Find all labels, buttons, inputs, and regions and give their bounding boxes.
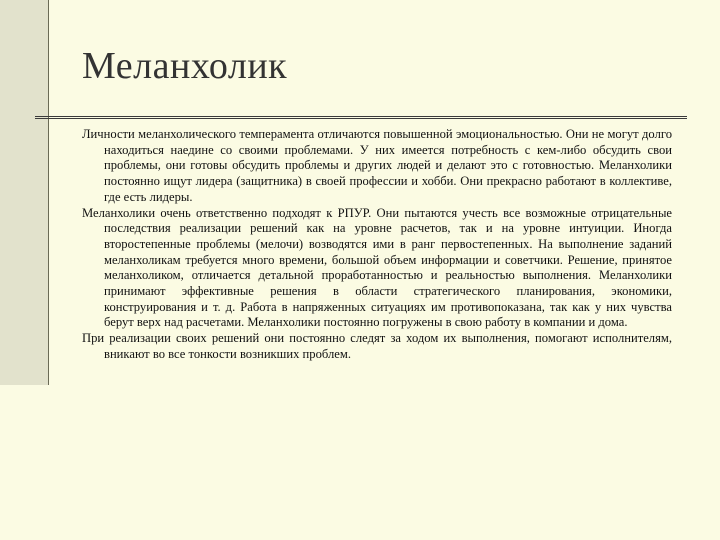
decorative-side-line bbox=[48, 0, 49, 385]
slide-title: Меланхолик bbox=[82, 45, 288, 87]
decorative-side-band bbox=[0, 0, 48, 385]
title-divider bbox=[35, 116, 687, 119]
paragraph-1: Личности меланхолического темперамента отличаются повышенной эмоциональностью. Они не могут долго находиться наедине со своими проблемами. У них имеется потребность с кем-либо обсудить свои проблемы, они готовы обсудить проблемы и других людей и делают это с готовностью. Меланхолики постоянно ищут лидера (защитника) в своей профессии и хобби. Они прекрасно работают в коллективе, где есть лидеры. bbox=[82, 127, 672, 204]
paragraph-2: Меланхолики очень ответственно подходят к РПУР. Они пытаются учесть все возможные отрицательные последствия реализации решений как на уровне расчетов, так и на уровне интуиции. Иногда второстепенные проблемы (мелочи) возводятся ими в ранг первостепенных. На выполнение заданий меланхоликам требуется много времени, большой объем информации и советчики. Решение, принятое меланхоликом, отличается детальной проработанностью и реальностью выполнения. Меланхолики принимают эффективные решения в области стратегического планирования, экономики, конструирования и т. д. Работа в напряженных ситуациях им противопоказана, так как у них чувства берут верх над расчетами. Меланхолики постоянно погружены в свою работу в компании и дома. bbox=[82, 205, 672, 330]
slide-body bbox=[82, 127, 672, 363]
paragraph-3: При реализации своих решений они постоянно следят за ходом их выполнения, помогают исполнителям, вникают во все тонкости возникших проблем. bbox=[82, 331, 672, 361]
